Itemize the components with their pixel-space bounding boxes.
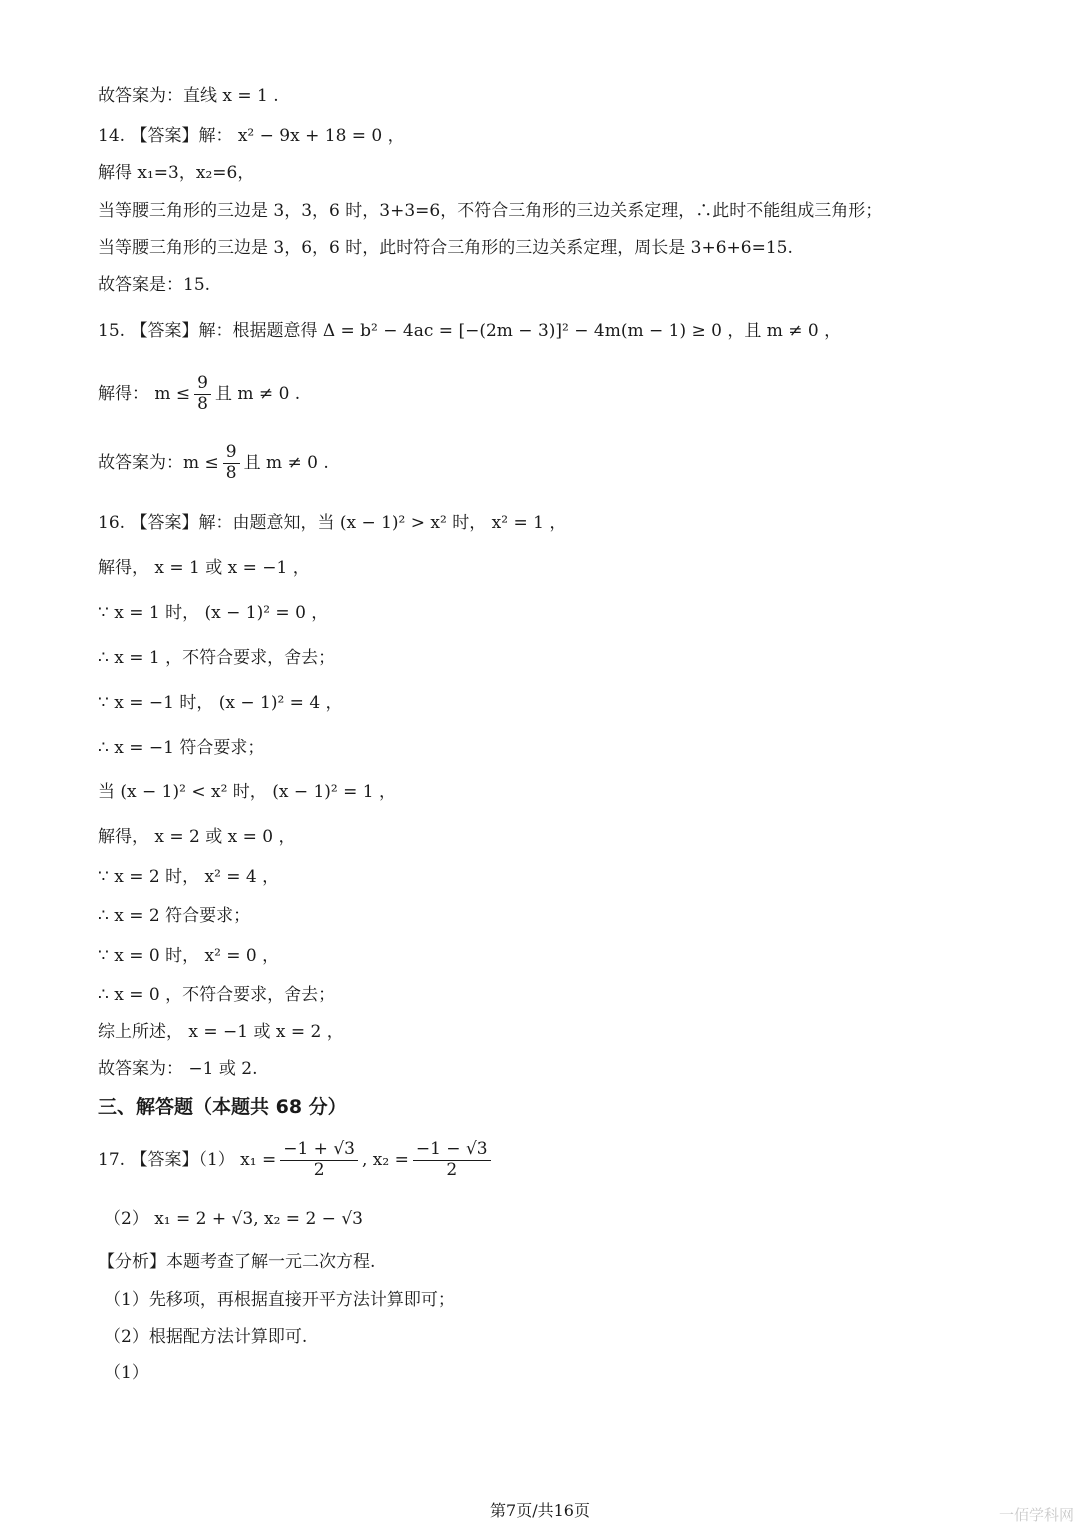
fraction-x1 [280,1140,358,1180]
analysis-step-1: （1）先移项，再根据直接开平方法计算即可； [104,1290,455,1310]
fraction-denominator: 8 [225,463,237,483]
answer-15-conclusion-prefix: 故答案为：m ≤ [98,453,219,473]
fraction-denominator: 8 [197,394,208,414]
answer-15-result-suffix: 且 m ≠ 0 . [215,384,301,404]
page-number: 第7页/共16页 [490,1501,590,1520]
analysis-heading: 【分析】本题考查了解一元二次方程. [98,1252,376,1272]
answer-17-label: 17. 【答案】（1） x₁ = [98,1150,277,1170]
answer-16-reject-x0: ∴ x = 0 ，不符合要求，舍去； [98,985,336,1005]
answer-15-conclusion [98,437,329,489]
answer-14-roots: 解得 x₁=3，x₂=6， [98,163,255,183]
answer-16-reject-x1: ∴ x = 1 ，不符合要求，舍去； [98,648,336,668]
answer-14-case-1: 当等腰三角形的三边是 3，3，6 时，3+3=6，不符合三角形的三边关系定理，∴此时不能组成三角形； [98,201,883,221]
answer-16-check-x2: ∵ x = 2 时， x² = 4 ， [98,867,280,887]
answer-14-case-2: 当等腰三角形的三边是 3，6，6 时，此时符合三角形的三边关系定理，周长是 3+6+6=15. [98,238,793,258]
answer-16-summary: 综上所述， x = −1 或 x = 2 ， [98,1022,344,1042]
answer-16-roots-1: 解得， x = 1 或 x = −1 ， [98,558,310,578]
fraction-x2 [413,1140,491,1180]
fraction-numerator: −1 + √3 [280,1140,358,1161]
fraction-nine-eighths [223,443,240,483]
fraction-numerator: −1 − √3 [413,1140,491,1161]
answer-16-case-less: 当 (x − 1)² < x² 时， (x − 1)² = 1 ， [98,782,397,802]
answer-17-part-2: （2） x₁ = 2 + √3, x₂ = 2 − √3 [104,1209,363,1229]
answer-15-conclusion-suffix: 且 m ≠ 0 . [243,453,329,473]
answer-16-check-x1: ∵ x = 1 时， (x − 1)² = 0 ， [98,603,329,623]
answer-15-result-prefix: 解得： m ≤ [98,384,191,404]
answer-15-discriminant: 15. 【答案】解：根据题意得 Δ = b² − 4ac = [−(2m − 3)]² − 4m(m − 1) ≥ 0 ，且 m ≠ 0 ， [98,321,842,341]
answer-14-equation: 14. 【答案】解： x² − 9x + 18 = 0 ， [98,126,405,146]
solution-part-1-label: （1） [104,1363,149,1383]
analysis-step-2: （2）根据配方法计算即可. [104,1327,308,1347]
fraction-denominator: 2 [313,1160,325,1180]
answer-16-roots-2: 解得， x = 2 或 x = 0 ， [98,827,296,847]
answer-16-check-xneg1: ∵ x = −1 时， (x − 1)² = 4 ， [98,693,343,713]
answer-17-separator: , x₂ = [361,1150,409,1170]
watermark: 一佰学科网 [998,1506,1074,1524]
fraction-nine-eighths [194,374,211,414]
answer-16-case-greater: 16. 【答案】解：由题意知，当 (x − 1)² > x² 时， x² = 1 ， [98,513,567,533]
answer-16-conclusion: 故答案为： −1 或 2. [98,1059,258,1079]
answer-16-check-x0: ∵ x = 0 时， x² = 0 ， [98,946,280,966]
answer-16-accept-x2: ∴ x = 2 符合要求； [98,906,251,926]
answer-15-result [98,368,300,420]
answer-17-part-1 [98,1134,495,1186]
fraction-denominator: 2 [446,1160,458,1180]
fraction-numerator: 9 [194,374,211,395]
answer-16-accept-xneg1: ∴ x = −1 符合要求； [98,738,265,758]
section-title: 三、解答题（本题共 68 分） [98,1096,347,1118]
fraction-numerator: 9 [223,443,240,464]
answer-14-conclusion: 故答案是：15. [98,275,211,295]
answer-13-conclusion: 故答案为：直线 x = 1 . [98,86,279,106]
